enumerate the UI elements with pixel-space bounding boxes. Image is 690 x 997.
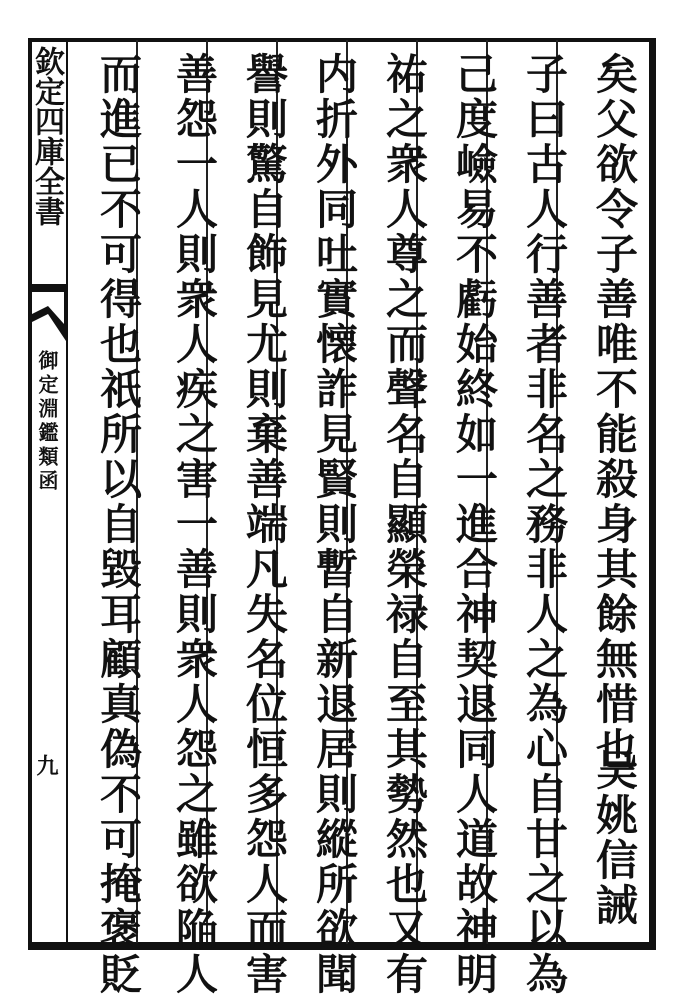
page-number: 九: [33, 754, 59, 776]
fish-tail-ornament-icon: [28, 284, 68, 344]
text-column-8: 而進已不可得也祇所以自毀耳顧真偽不可掩褒貶: [94, 52, 143, 997]
text-column-3: 己度嶮易不虧始終如一進合神契退同人道故神明: [450, 52, 499, 997]
book-subtitle: 御定淵鑑類函: [35, 350, 59, 494]
text-column-5: 内折外同吐實懐詐見賢則暫自新退居則縱所欲聞: [310, 52, 359, 997]
author-attribution: 吴姚信誡: [590, 748, 639, 928]
text-column-7: 善怨一人則衆人疾之害一善則衆人怨之雖欲陥人: [170, 52, 219, 997]
margin-divider: [66, 40, 68, 944]
text-column-4: 祐之衆人尊之而聲名自顯榮禄自至其勢然也又有: [380, 52, 429, 997]
book-title: 欽定四庫全書: [29, 46, 64, 226]
text-column-2: 子曰古人行善者非名之務非人之為心自甘之以為: [520, 52, 569, 997]
text-column-6: 譽則驚自飾見尤則棄善端凡失名位恒多怨人而害: [240, 52, 289, 997]
text-column-1: 矣父欲令子善唯不能殺身其餘無惜也: [590, 52, 639, 772]
